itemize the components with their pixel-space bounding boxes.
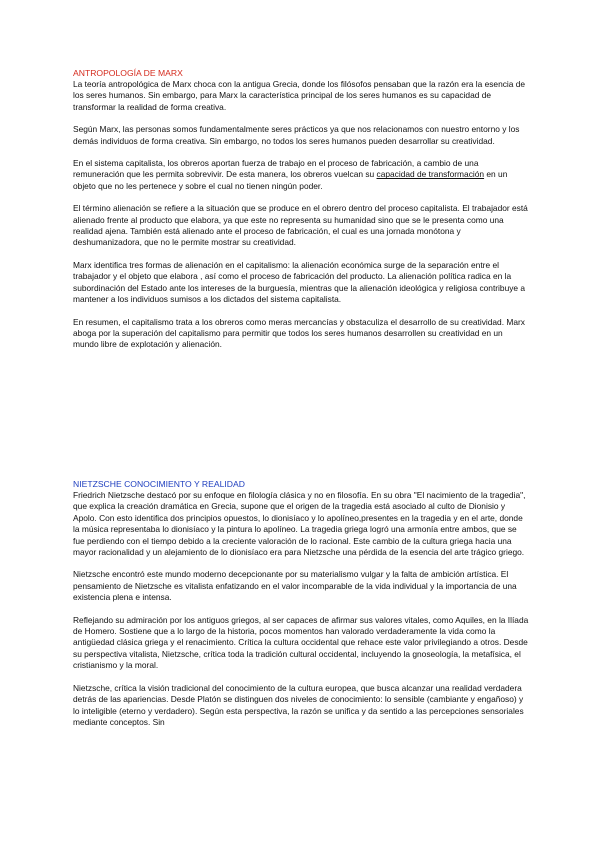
paragraph-text: En el sistema capitalista, los obreros aportan fuerza de trabajo en el proceso de fabricación, a cambio de una remuneración que les permita sobrevivir. De esta manera, los obreros vuelcan su bbox=[73, 158, 479, 180]
paragraph-text: en un objeto que no les pertenece y sobre el cual no tienen ningún poder. bbox=[73, 169, 508, 191]
paragraph: Reflejando su admiración por los antiguos griegos, al ser capaces de afirmar sus valores vitales, como Aquiles, en la Ilíada de Homero. Sostiene que a lo largo de la historia, pocos momentos han valorado verdaderamente la vida como la antigüedad clásica griega y el renacimiento. Crítica la cultura occidental que rehace este valor privilegiando a otros. Desde su perspectiva vitalista, Nietzsche, crítica toda la tradición cultural occidental, incluyendo la gnoseología, la metafísica, el cristianismo y la moral. bbox=[73, 614, 529, 671]
paragraph: Según Marx, las personas somos fundamentalmente seres prácticos ya que nos relacionamos con nuestro entorno y los demás individuos de forma creativa. Sin embargo, no todos los seres humanos pueden desarrollar su creatividad. bbox=[73, 124, 520, 146]
paragraph: La teoría antropológica de Marx choca con la antigua Grecia, donde los filósofos pensaban que la razón era la esencia de los seres humanos. Sin embargo, para Marx la característica principal de los seres humanos es su capacidad de transformar la realidad de forma creativa. bbox=[73, 79, 526, 112]
section-title-marx: ANTROPOLOGÍA DE MARX bbox=[73, 68, 183, 78]
link-capacidad-de-transformacion[interactable]: capacidad de transformación bbox=[376, 169, 485, 180]
paragraph: Nietzsche encontró este mundo moderno decepcionante por su materialismo vulgar y la falta de ambición artística. El pensamiento de Nietzsche es vitalista enfatizando en el valor incomparable de la vida individual y la importancia de una existencia plena e intensa. bbox=[73, 569, 517, 603]
paragraph-capitalism bbox=[73, 158, 529, 192]
paragraph: Nietzsche, crítica la visión tradicional del conocimiento de la cultura europea, que busca alcanzar una realidad verdadera detrás de las apariencias. Desde Platón se distinguen dos niveles de conocimiento: lo sensible (cambiante y engañoso) y lo inteligible (eterno y verdadero). Según esta perspectiva, la razón se unifica y da sentido a las percepciones sensoriales mediante conceptos. Sin bbox=[73, 682, 524, 727]
paragraph: El término alienación se refiere a la situación que se produce en el obrero dentro del proceso capitalista. El trabajador está alienado frente al producto que elabora, ya que este no representa su humanidad sino que se le presenta como una realidad ajena. También está alienado ante el proceso de fabricación, el cual es una jornada monótona y deshumanizadora, que no le permite mostrar su creatividad. bbox=[73, 203, 528, 248]
section-title-nietzsche: NIETZSCHE CONOCIMIENTO Y REALIDAD bbox=[73, 479, 245, 489]
section-nietzsche bbox=[73, 479, 529, 739]
paragraph: Friedrich Nietzsche destacó por su enfoque en filología clásica y no en filosofía. En su obra "El nacimiento de la tragedia", que explica la creación dramática en Grecia, supone que el origen de la tragedia está asociado al culto de Dionisio y Apolo. Con esto identifica dos principios opuestos, lo dionisíaco y lo apolíneo,presentes en la tragedia y en el arte, donde la música representaba lo dionisíaco y la pintura lo apolíneo. La tragedia griega logró una armonía entre ambos, que se fue perdiendo con el tiempo debido a la creciente valoración de lo racional. Este cambio de la cultura griega hacia una mayor racionalidad y un alejamiento de lo dionisíaco era para Nietzsche una pérdida de la esencia del arte trágico griego. bbox=[73, 490, 526, 558]
paragraph: En resumen, el capitalismo trata a los obreros como meras mercancías y obstaculiza el desarrollo de su creatividad. Marx aboga por la superación del capitalismo para permitir que todos los seres humanos desarrollen su creatividad en un mundo libre de explotación y alienación. bbox=[73, 316, 525, 350]
section-marx bbox=[73, 68, 529, 362]
paragraph: Marx identifica tres formas de alienación en el capitalismo: la alienación económica surge de la separación entre el trabajador y el objeto que elabora , así como el proceso de fabricación del producto. La alienación política radica en la subordinación del Estado ante los intereses de la burguesía, mientras que la alienación ideológica y religiosa contribuye a mantener a los individuos sumisos a los dictados del sistema capitalista. bbox=[73, 259, 526, 305]
